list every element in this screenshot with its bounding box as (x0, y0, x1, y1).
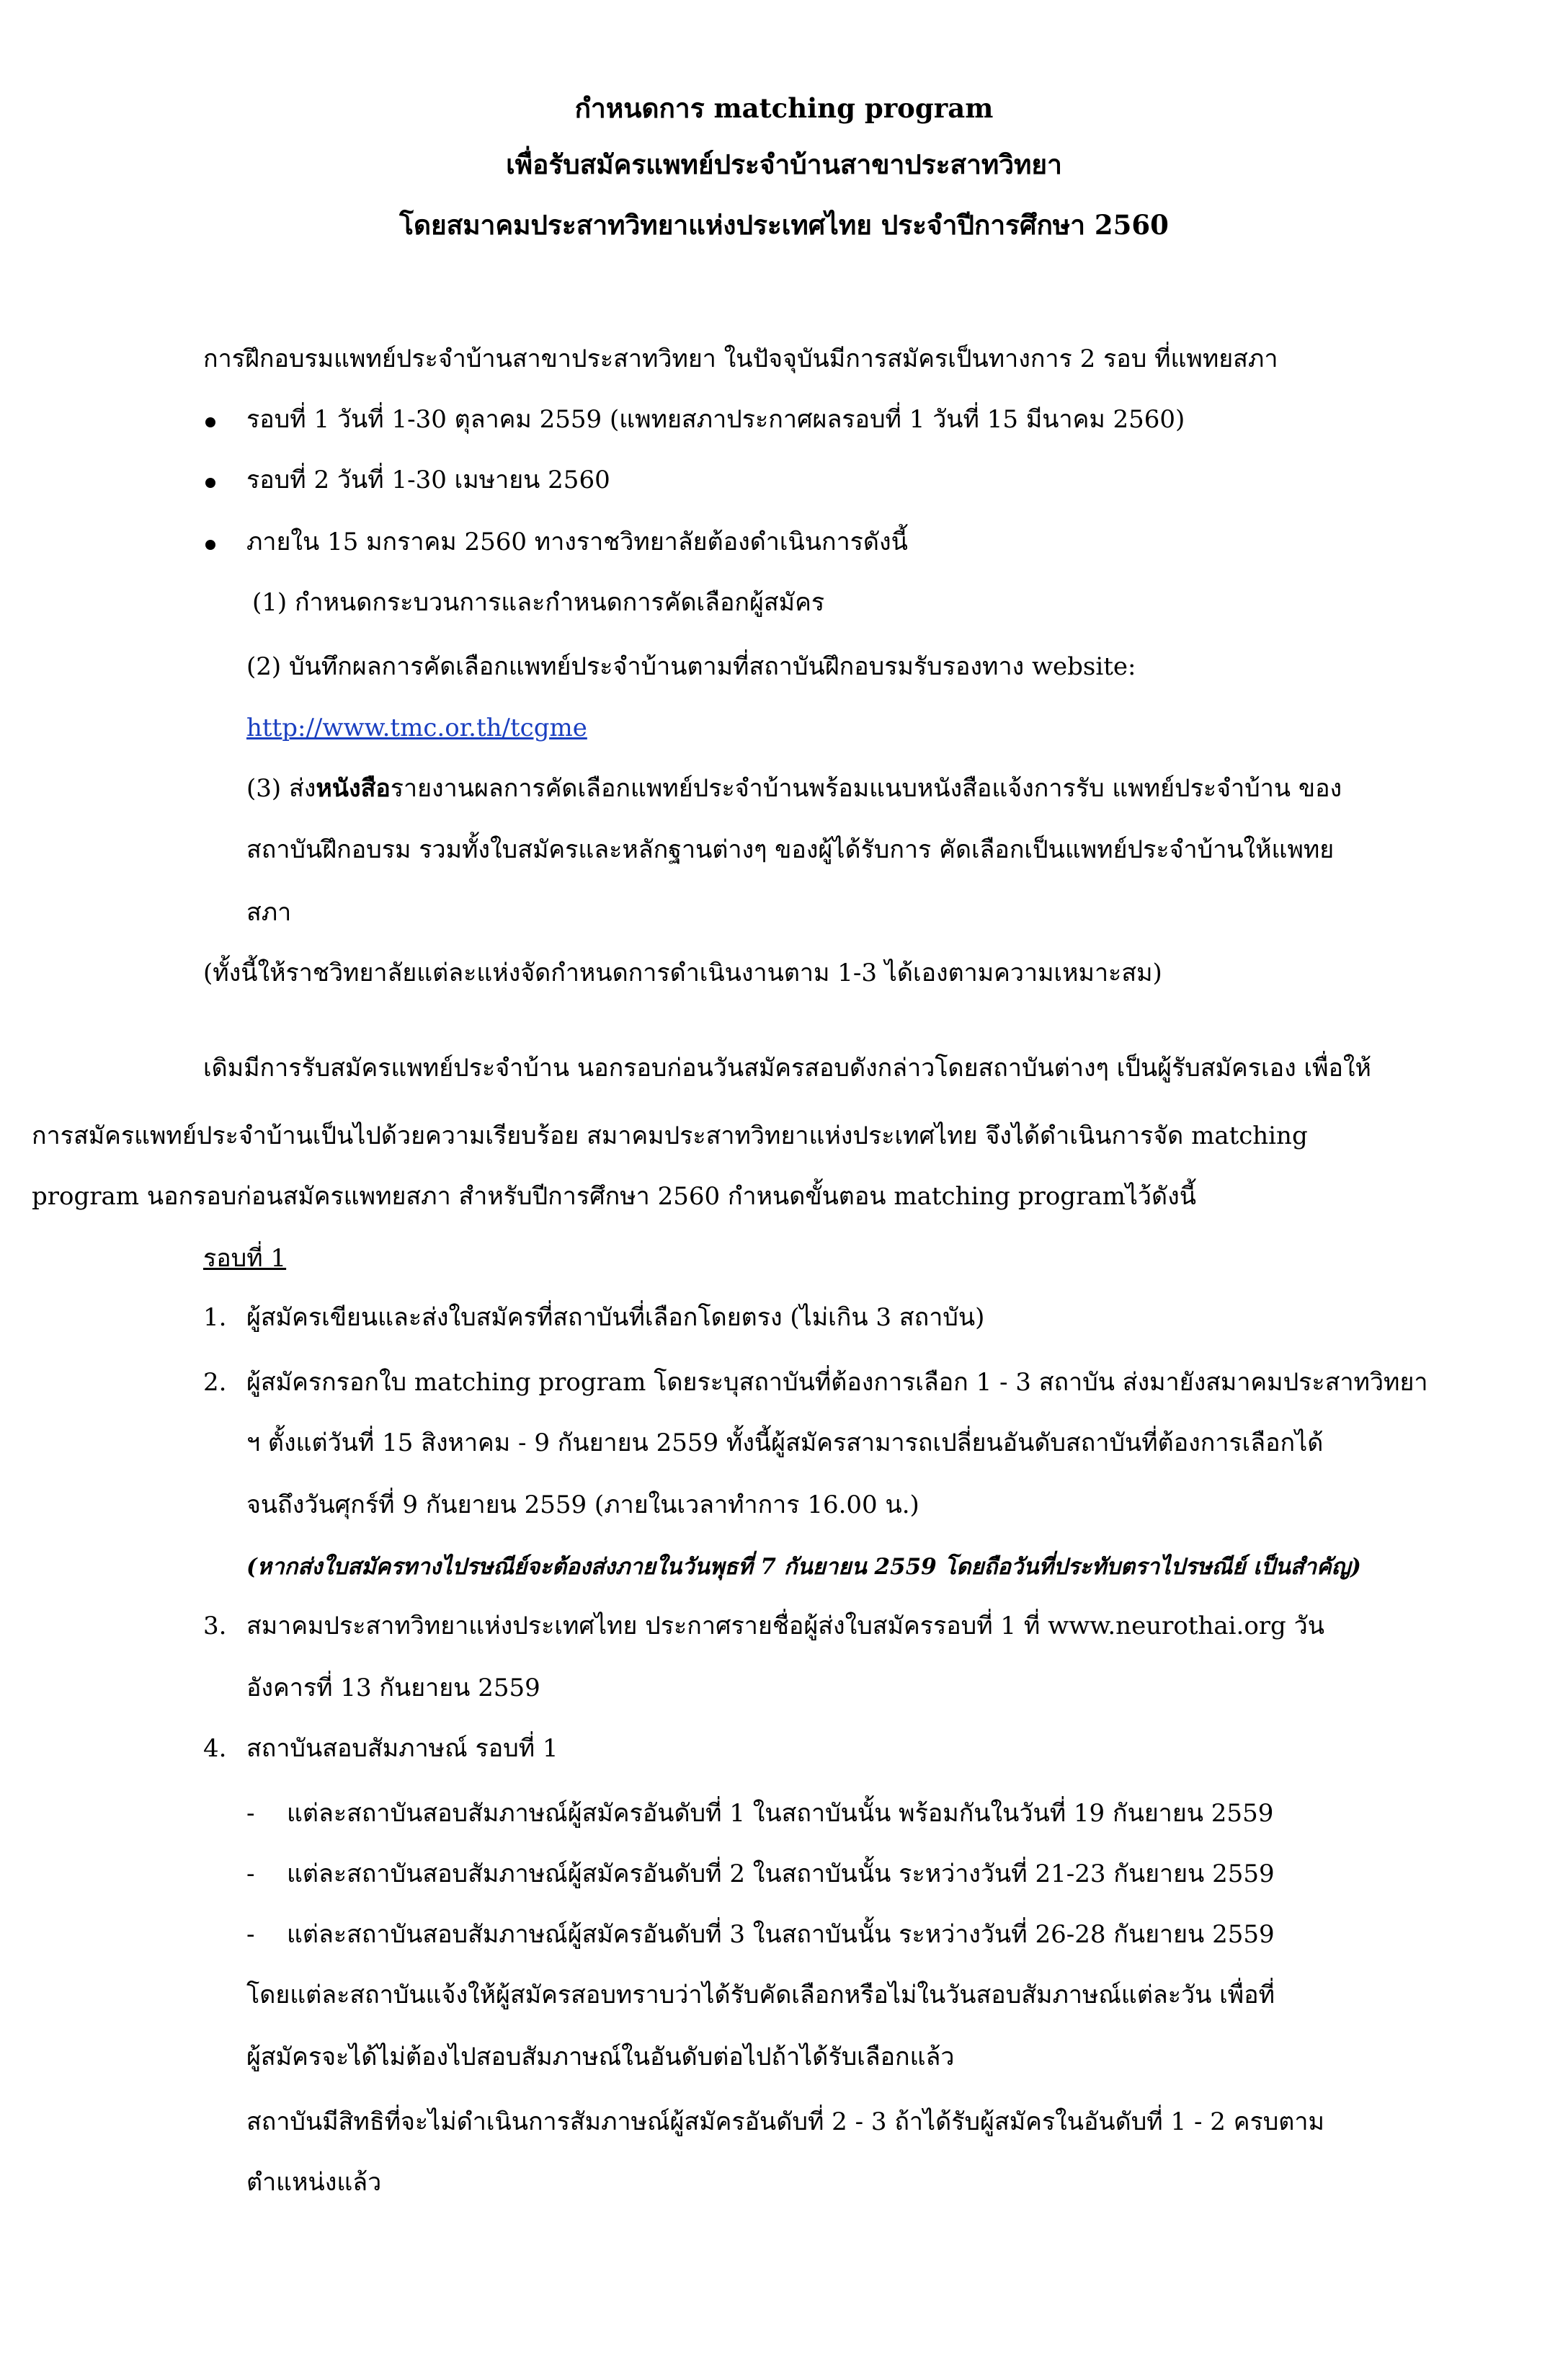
para-line-1: เดิมมีการรับสมัครแพทย์ประจำบ้าน นอกรอบก่อนวันสมัครสอบดังกล่าวโดยสถาบันต่างๆ เป็นผู้รับสมัครเอง เพื่อให้ (203, 1054, 1371, 1083)
round-item-3-line-1: สมาคมประสาทวิทยาแห่งประเทศไทย ประกาศรายชื่อผู้ส่งใบสมัครรอบที่ 1 ที่ www.neurothai.org วัน (246, 1612, 1324, 1640)
bullet-icon (205, 478, 215, 488)
round-item-3-line-2: อังคารที่ 13 กันยายน 2559 (246, 1674, 540, 1702)
round-item-2-line-3: จนถึงวันศุกร์ที่ 9 กันยายน 2559 (ภายในเวลาทำการ 16.00 น.) (246, 1490, 919, 1519)
sub-item-3-line-2: สถาบันฝึกอบรม รวมทั้งใบสมัครและหลักฐานต่างๆ ของผู้ได้รับการ คัดเลือกเป็นแพทย์ประจำบ้านให้แพทย (246, 835, 1335, 864)
bullet-item-2: รอบที่ 2 วันที่ 1-30 เมษายน 2560 (246, 466, 610, 494)
institution-right-line-2: ตำแหน่งแล้ว (246, 2168, 382, 2197)
bullet-item-1: รอบที่ 1 วันที่ 1-30 ตุลาคม 2559 (แพทยสภาประกาศผลรอบที่ 1 วันที่ 15 มีนาคม 2560) (246, 405, 1185, 434)
dash-marker: - (246, 1799, 255, 1828)
sub-item-3-prefix: (3) ส่ง (246, 774, 316, 803)
round-item-2-line-1: ผู้สมัครกรอกใบ matching program โดยระบุสถาบันที่ต้องการเลือก 1 - 3 สถาบัน ส่งมายังสมาคมประสาทวิทยา (246, 1368, 1428, 1397)
sub-item-3-rest: รายงานผลการคัดเลือกแพทย์ประจำบ้านพร้อมแนบหนังสือแจ้งการรับ แพทย์ประจำบ้าน ของ (390, 774, 1342, 803)
item-number: 4. (203, 1734, 227, 1763)
bullet-icon (205, 540, 215, 550)
notify-line-1: โดยแต่ละสถาบันแจ้งให้ผู้สมัครสอบทราบว่าได้รับคัดเลือกหรือไม่ในวันสอบสัมภาษณ์แต่ละวัน เพื่อที่ (246, 1981, 1275, 2009)
tcgme-link[interactable]: http://www.tmc.or.th/tcgme (246, 714, 587, 742)
title-line-3: โดยสมาคมประสาทวิทยาแห่งประเทศไทย ประจำปีการศึกษา 2560 (399, 209, 1169, 241)
title-line-2: เพื่อรับสมัครแพทย์ประจำบ้านสาขาประสาทวิทยา (506, 148, 1062, 180)
round-heading: รอบที่ 1 (203, 1244, 287, 1273)
institution-right-line-1: สถาบันมีสิทธิที่จะไม่ดำเนินการสัมภาษณ์ผู้สมัครอันดับที่ 2 - 3 ถ้าได้รับผู้สมัครในอันดับที่ 1 - 2 ครบตาม (246, 2107, 1324, 2136)
sub-item-1: (1) กำหนดกระบวนการและกำหนดการคัดเลือกผู้สมัคร (252, 588, 825, 617)
sub-item-2: (2) บันทึกผลการคัดเลือกแพทย์ประจำบ้านตามที่สถาบันฝึกอบรมรับรองทาง website: (246, 652, 1136, 681)
interview-rank-2: แต่ละสถาบันสอบสัมภาษณ์ผู้สมัครอันดับที่ 2 ในสถาบันนั้น ระหว่างวันที่ 21-23 กันยายน 2559 (287, 1860, 1275, 1888)
intro-text: การฝึกอบรมแพทย์ประจำบ้านสาขาประสาทวิทยา ในปัจจุบันมีการสมัครเป็นทางการ 2 รอบ ที่แพทยสภา (203, 345, 1278, 373)
interview-rank-1: แต่ละสถาบันสอบสัมภาษณ์ผู้สมัครอันดับที่ 1 ในสถาบันนั้น พร้อมกันในวันที่ 19 กันยายน 2559 (287, 1799, 1274, 1828)
para-line-2: การสมัครแพทย์ประจำบ้านเป็นไปด้วยความเรียบร้อย สมาคมประสาทวิทยาแห่งประเทศไทย จึงได้ดำเนินการจัด matching (32, 1121, 1308, 1150)
para-line-3: program นอกรอบก่อนสมัครแพทยสภา สำหรับปีการศึกษา 2560 กำหนดขั้นตอน matching programไว้ดังนี้ (32, 1182, 1196, 1211)
round-item-2-note: (หากส่งใบสมัครทางไปรษณีย์จะต้องส่งภายในวันพุธที่ 7 กันยายน 2559 โดยถือวันที่ประทับตราไปรษณีย์ เป็นสำคัญ) (246, 1554, 1361, 1580)
sub-item-3-bold: หนังสือ (316, 774, 391, 803)
round-item-1: ผู้สมัครเขียนและส่งใบสมัครที่สถาบันที่เลือกโดยตรง (ไม่เกิน 3 สถาบัน) (246, 1303, 985, 1332)
intro-note: (ทั้งนี้ให้ราชวิทยาลัยแต่ละแห่งจัดกำหนดการดำเนินงานตาม 1-3 ได้เองตามความเหมาะสม) (203, 959, 1162, 987)
item-number: 3. (203, 1612, 227, 1640)
bullet-item-3: ภายใน 15 มกราคม 2560 ทางราชวิทยาลัยต้องดำเนินการดังนี้ (246, 528, 908, 556)
round-item-2-line-2: ฯ ตั้งแต่วันที่ 15 สิงหาคม - 9 กันยายน 2559 ทั้งนี้ผู้สมัครสามารถเปลี่ยนอันดับสถาบันที่ต้องการเลือกได้ (246, 1429, 1324, 1457)
dash-marker: - (246, 1920, 255, 1949)
dash-marker: - (246, 1860, 255, 1888)
interview-rank-3: แต่ละสถาบันสอบสัมภาษณ์ผู้สมัครอันดับที่ 3 ในสถาบันนั้น ระหว่างวันที่ 26-28 กันยายน 2559 (287, 1920, 1275, 1949)
title-line-1: กำหนดการ matching program (574, 92, 994, 124)
sub-item-3-line-1 (246, 774, 1342, 804)
notify-line-2: ผู้สมัครจะได้ไม่ต้องไปสอบสัมภาษณ์ในอันดับต่อไปถ้าได้รับเลือกแล้ว (246, 2043, 955, 2071)
sub-item-3-line-3: สภา (246, 898, 292, 927)
bullet-icon (205, 417, 215, 427)
round-item-4: สถาบันสอบสัมภาษณ์ รอบที่ 1 (246, 1734, 558, 1763)
item-number: 2. (203, 1368, 227, 1397)
item-number: 1. (203, 1303, 227, 1332)
